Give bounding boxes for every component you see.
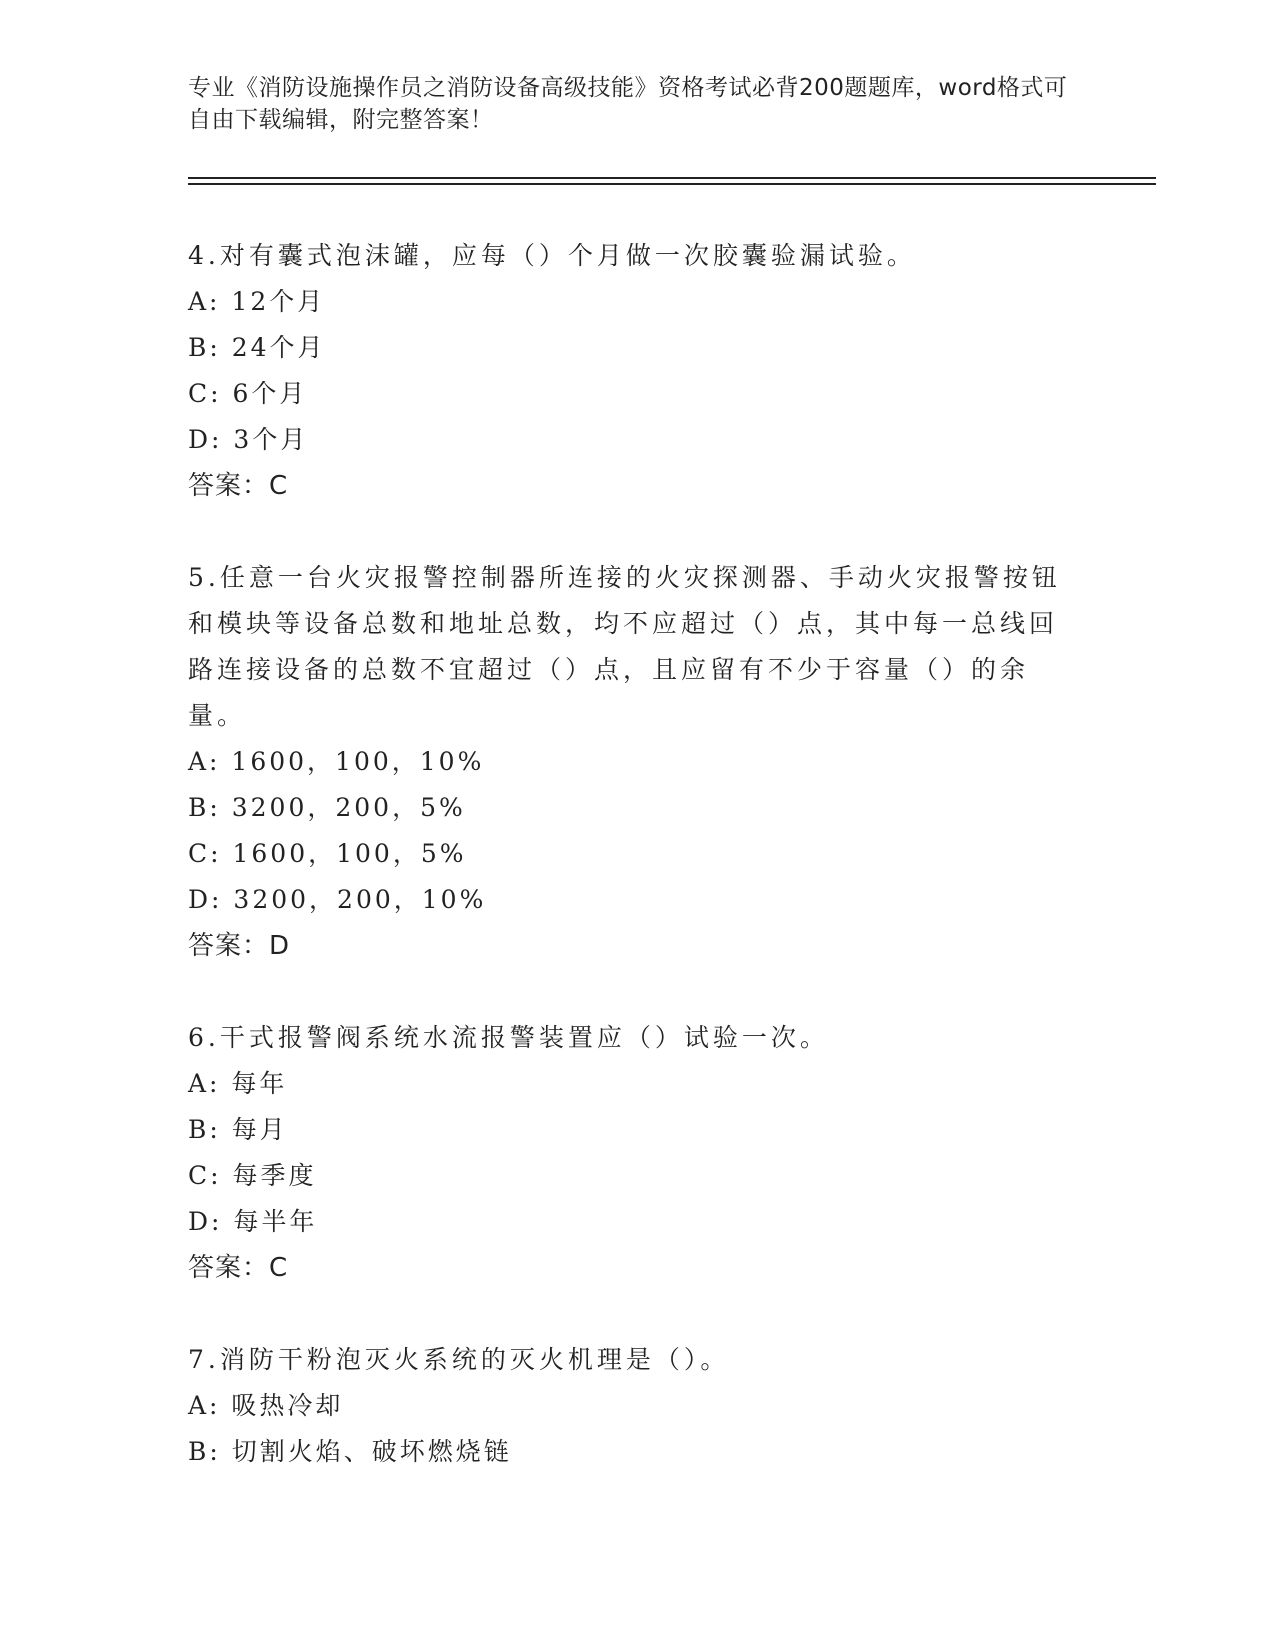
answer-label: 答案：D: [188, 931, 291, 961]
question-list: [188, 233, 1068, 1521]
option-d: D: 3200，200，10%: [188, 885, 487, 914]
question-5: [188, 555, 1068, 969]
header-title: 专业《消防设施操作员之消防设备高级技能》资格考试必背200题题库，word格式可自由下载编辑，附完整答案！: [188, 75, 1068, 133]
answer-label: 答案：C: [188, 471, 289, 501]
option-d: D: 每半年: [188, 1207, 318, 1236]
option-b: B: 每月: [188, 1115, 288, 1144]
answer-label: 答案：C: [188, 1253, 289, 1283]
header-divider-bottom: [188, 183, 1156, 185]
document-header: [188, 72, 1068, 136]
option-c: C: 每季度: [188, 1161, 317, 1190]
question-7: [188, 1337, 1068, 1475]
question-text: 5.任意一台火灾报警控制器所连接的火灾探测器、手动火灾报警按钮和模块等设备总数和地址总数，均不应超过（）点，其中每一总线回路连接设备的总数不宜超过（）点，且应留有不少于容量（）的余量。: [188, 563, 1061, 730]
question-text: 7.消防干粉泡灭火系统的灭火机理是（）。: [188, 1345, 730, 1374]
option-c: C: 1600，100，5%: [188, 839, 467, 868]
question-text: 6.干式报警阀系统水流报警装置应（）试验一次。: [188, 1023, 829, 1052]
option-a: A: 12个月: [188, 287, 326, 316]
option-b: B: 24个月: [188, 333, 326, 362]
question-text: 4.对有囊式泡沫罐，应每（）个月做一次胶囊验漏试验。: [188, 241, 916, 270]
question-4: [188, 233, 1068, 509]
option-c: C: 6个月: [188, 379, 308, 408]
option-b: B: 3200，200，5%: [188, 793, 466, 822]
option-a: A: 吸热冷却: [188, 1391, 344, 1420]
option-a: A: 每年: [188, 1069, 288, 1098]
option-a: A: 1600，100，10%: [188, 747, 485, 776]
question-6: [188, 1015, 1068, 1291]
option-b: B: 切割火焰、破坏燃烧链: [188, 1437, 512, 1466]
option-d: D: 3个月: [188, 425, 309, 454]
header-divider-top: [188, 177, 1156, 179]
